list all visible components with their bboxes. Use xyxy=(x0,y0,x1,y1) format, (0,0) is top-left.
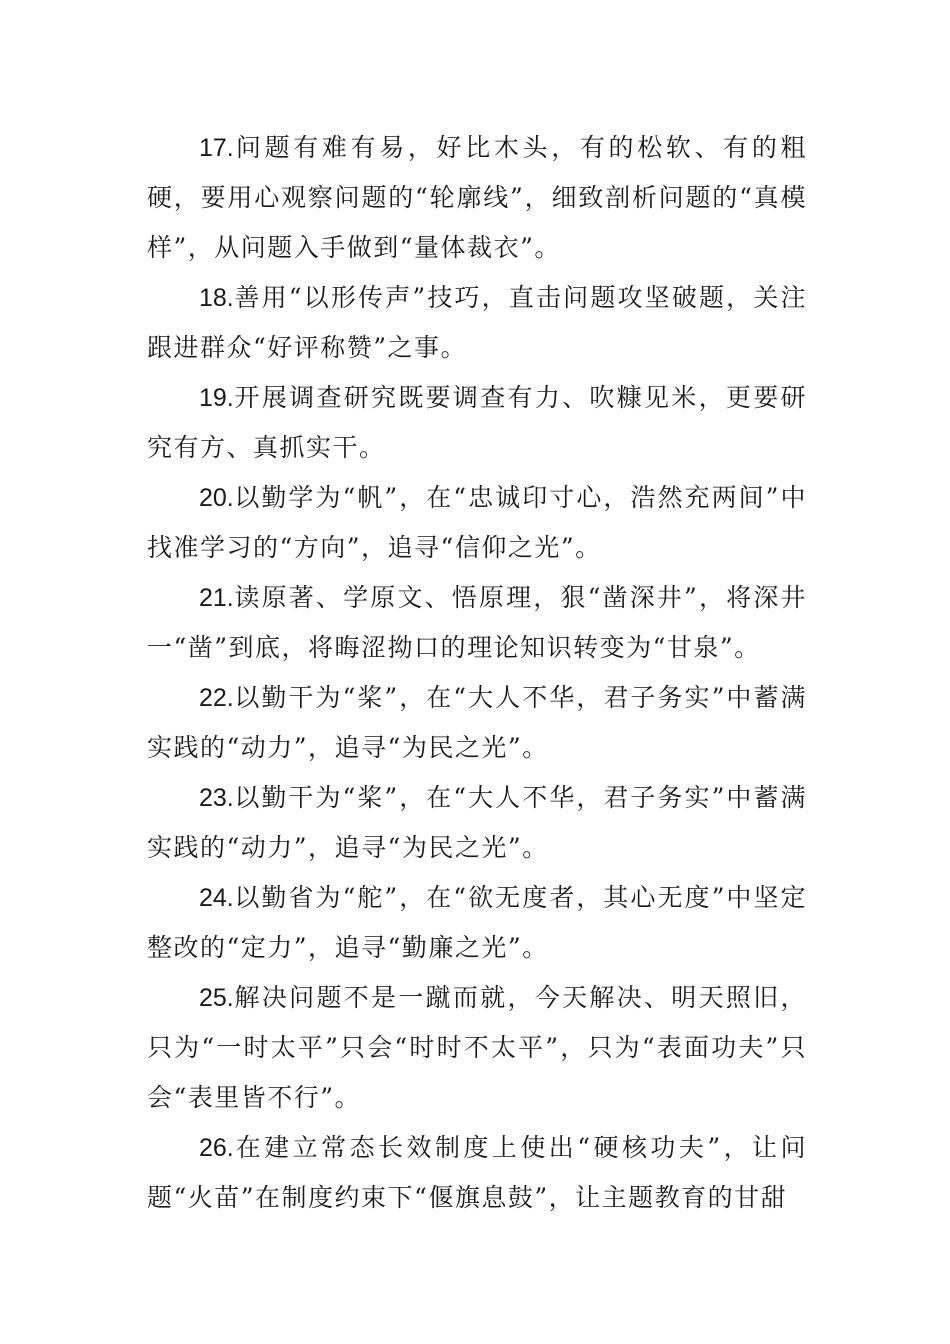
paragraph-20 xyxy=(147,473,807,573)
paragraph-number: 24. xyxy=(199,884,234,912)
paragraph-text: 以勤干为“桨”，在“大人不华，君子务实”中蓄满实践的“动力”，追寻“为民之光”。 xyxy=(147,683,807,762)
paragraph-24 xyxy=(147,873,807,973)
paragraph-number: 19. xyxy=(199,384,234,412)
paragraph-23 xyxy=(147,773,807,873)
paragraph-17 xyxy=(147,123,807,273)
document-body xyxy=(147,123,807,1223)
paragraph-text: 以勤干为“桨”，在“大人不华，君子务实”中蓄满实践的“动力”，追寻“为民之光”。 xyxy=(147,783,807,862)
paragraph-text: 问题有难有易，好比木头，有的松软、有的粗硬，要用心观察问题的“轮廓线”，细致剖析问题的“真模样”，从问题入手做到“量体裁衣”。 xyxy=(147,133,807,262)
paragraph-text: 善用“以形传声”技巧，直击问题攻坚破题，关注跟进群众“好评称赞”之事。 xyxy=(147,283,807,362)
paragraph-number: 17. xyxy=(199,134,234,162)
paragraph-number: 26. xyxy=(199,1134,234,1162)
paragraph-number: 18. xyxy=(199,284,234,312)
paragraph-text: 在建立常态长效制度上使出“硬核功夫”，让问题“火苗”在制度约束下“偃旗息鼓”，让主题教育的甘甜 xyxy=(147,1133,807,1212)
paragraph-text: 解决问题不是一蹴而就，今天解决、明天照旧，只为“一时太平”只会“时时不太平”，只为“表面功夫”只会“表里皆不行”。 xyxy=(147,983,807,1112)
paragraph-text: 开展调查研究既要调查有力、吹糠见米，更要研究有方、真抓实干。 xyxy=(147,383,807,462)
paragraph-19 xyxy=(147,373,807,473)
paragraph-26 xyxy=(147,1123,807,1223)
paragraph-text: 以勤省为“舵”，在“欲无度者，其心无度”中坚定整改的“定力”，追寻“勤廉之光”。 xyxy=(147,883,807,962)
paragraph-text: 以勤学为“帆”，在“忠诚印寸心，浩然充两间”中找准学习的“方向”，追寻“信仰之光”。 xyxy=(147,483,807,562)
paragraph-number: 22. xyxy=(199,684,234,712)
paragraph-number: 21. xyxy=(199,584,234,612)
paragraph-text: 读原著、学原文、悟原理，狠“凿深井”，将深井一“凿”到底，将晦涩拗口的理论知识转变为“甘泉”。 xyxy=(147,583,807,662)
paragraph-21 xyxy=(147,573,807,673)
paragraph-number: 23. xyxy=(199,784,234,812)
paragraph-number: 20. xyxy=(199,484,234,512)
paragraph-25 xyxy=(147,973,807,1123)
paragraph-18 xyxy=(147,273,807,373)
paragraph-number: 25. xyxy=(199,984,234,1012)
paragraph-22 xyxy=(147,673,807,773)
